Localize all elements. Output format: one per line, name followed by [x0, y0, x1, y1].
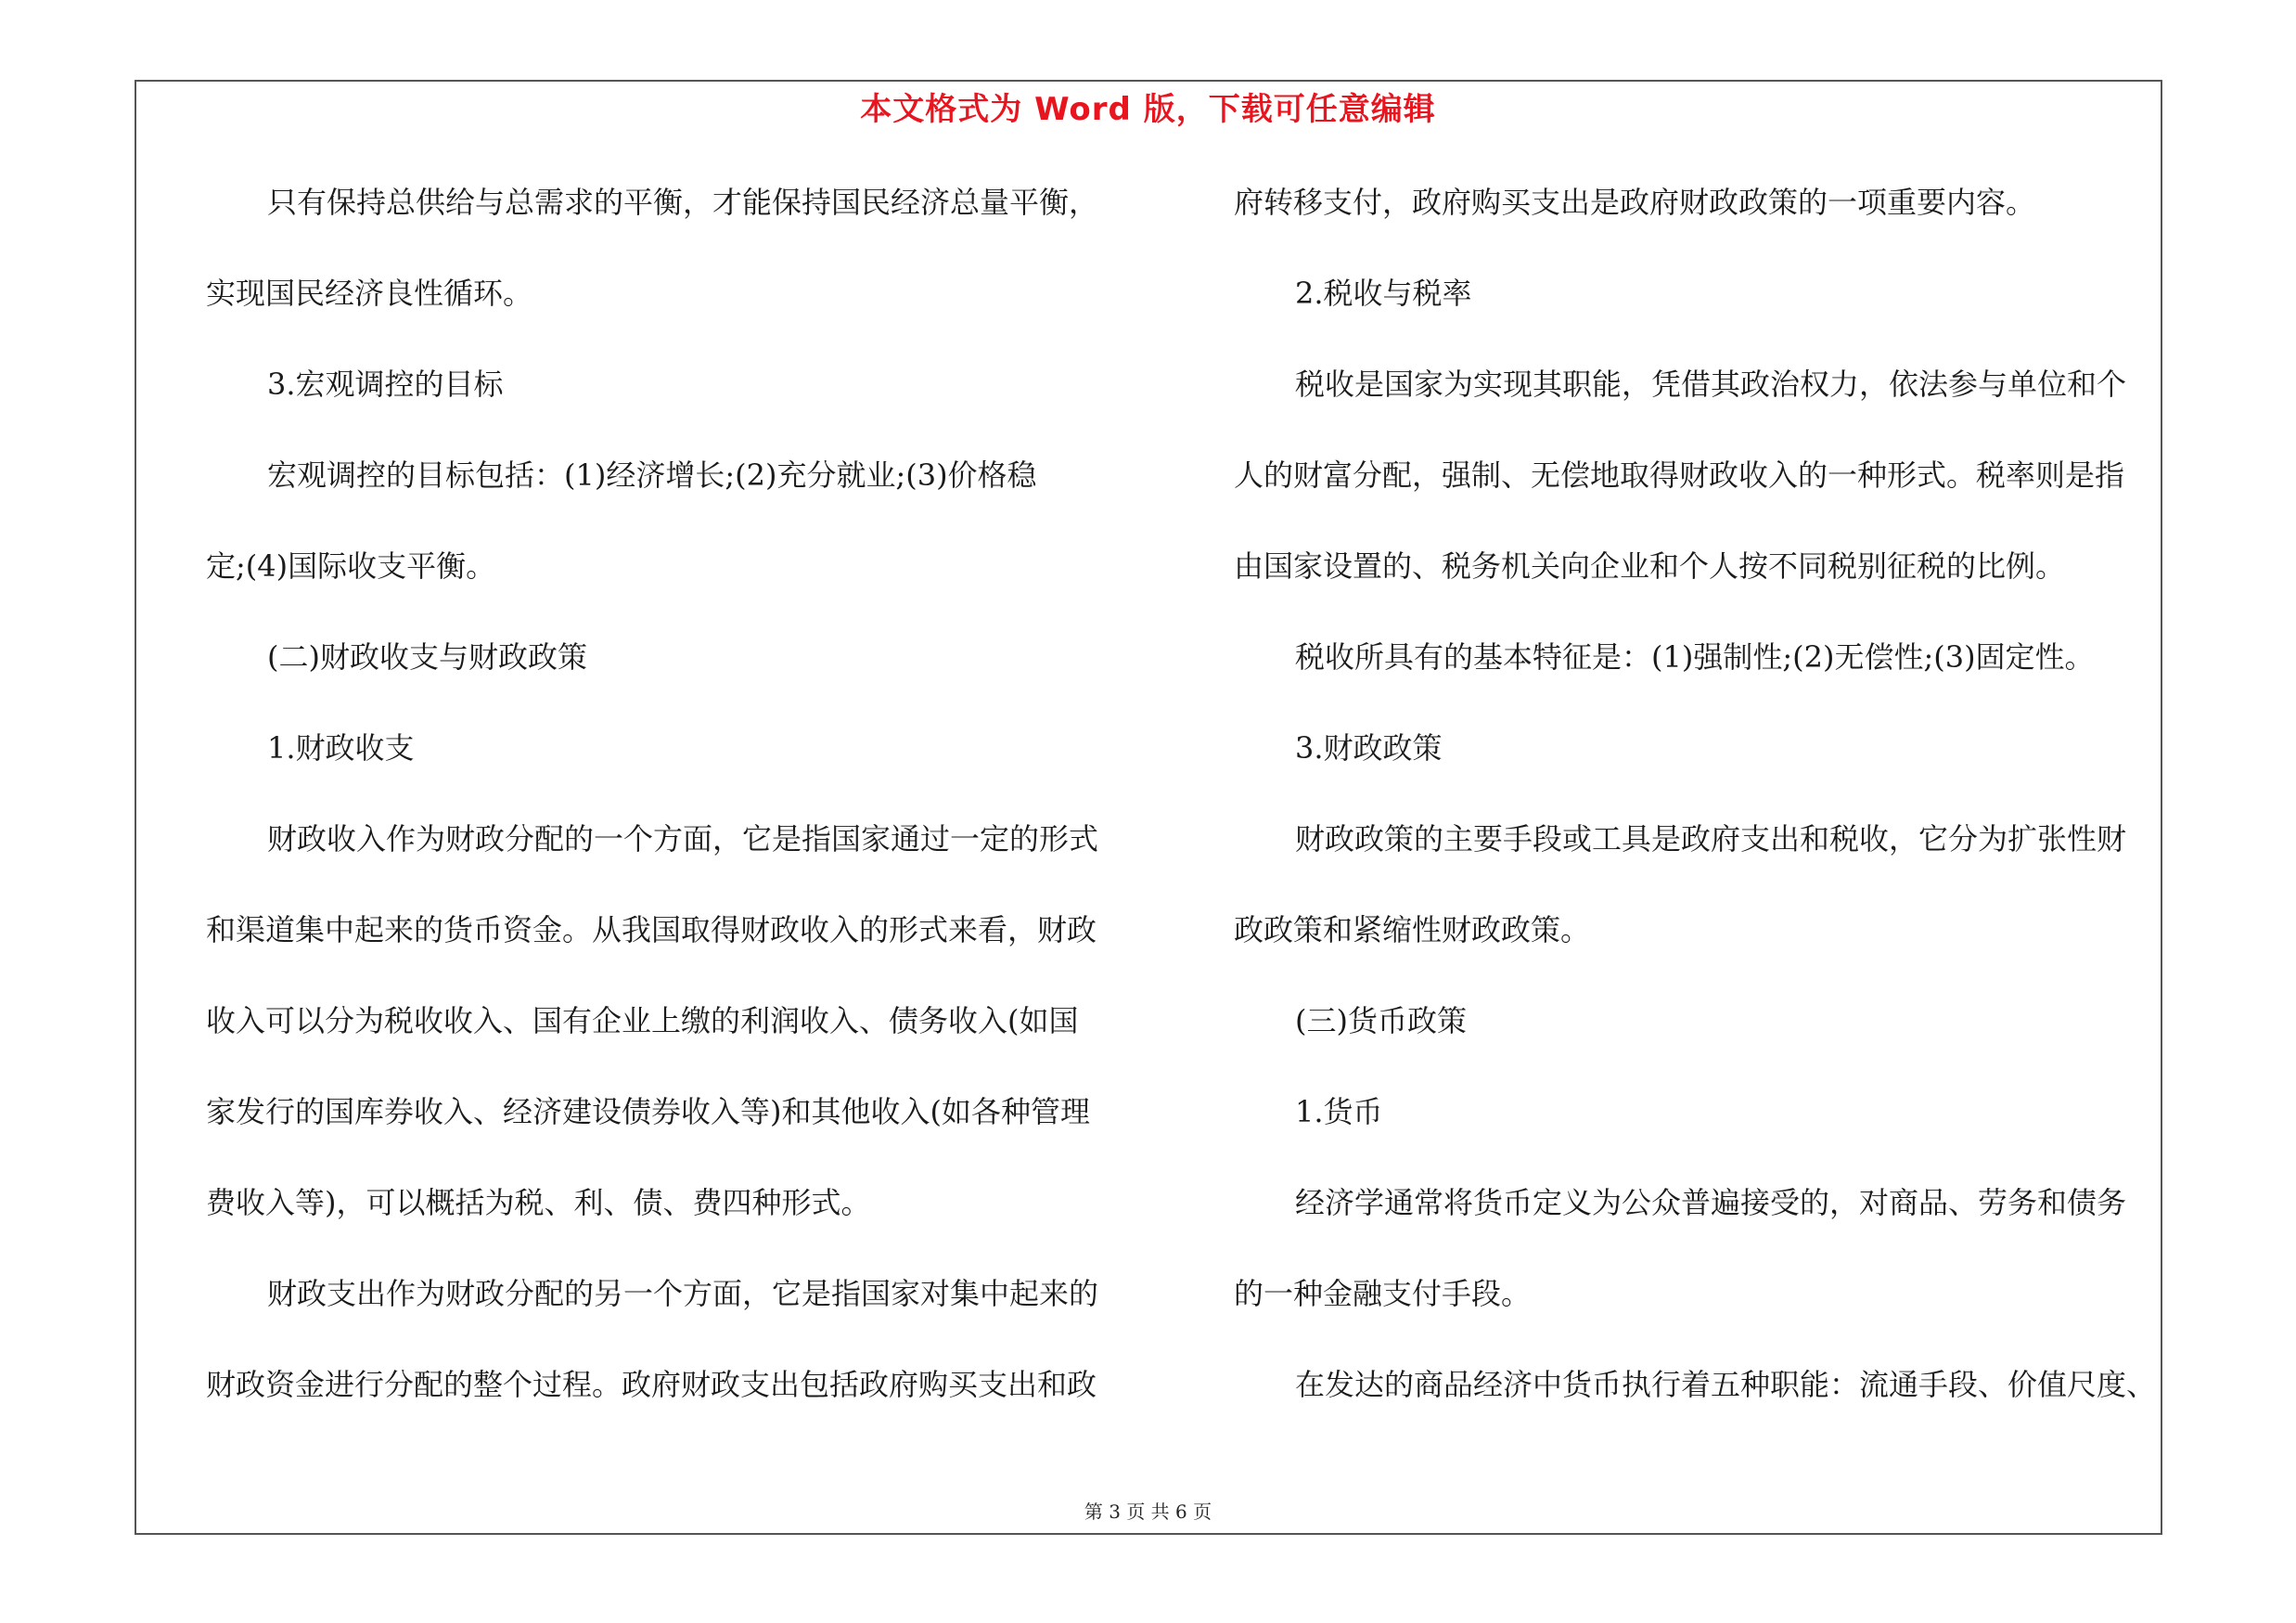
right-line-4: 人的财富分配，强制、无偿地取得财政收入的一种形式。税率则是指	[1234, 457, 2125, 493]
right-line-9: 政政策和紧缩性财政政策。	[1234, 912, 1591, 947]
left-line-1: 只有保持总供给与总需求的平衡，才能保持国民经济总量平衡，	[267, 185, 1099, 220]
right-section-heading: (三)货币政策	[1295, 1003, 1467, 1038]
left-line-13: 财政支出作为财政分配的另一个方面，它是指国家对集中起来的	[267, 1276, 1099, 1311]
left-line-11: 家发行的国库券收入、经济建设债券收入等)和其他收入(如各种管理	[206, 1094, 1090, 1129]
right-line-3: 税收是国家为实现其职能，凭借其政治权力，依法参与单位和个	[1295, 367, 2127, 402]
right-line-1: 府转移支付，政府购买支出是政府财政政策的一项重要内容。	[1234, 185, 2036, 220]
left-line-2: 实现国民经济良性循环。	[206, 276, 533, 311]
page-number-footer: 第 3 页 共 6 页	[1084, 1501, 1212, 1523]
left-line-10: 收入可以分为税收收入、国有企业上缴的利润收入、债务收入(如国	[206, 1003, 1079, 1038]
right-subheading-1: 1.货币	[1295, 1094, 1383, 1129]
right-line-13: 的一种金融支付手段。	[1234, 1276, 1532, 1311]
left-heading-3: 3.宏观调控的目标	[267, 367, 504, 402]
right-line-14: 在发达的商品经济中货币执行着五种职能：流通手段、价值尺度、	[1295, 1367, 2157, 1402]
left-line-12: 费收入等)，可以概括为税、利、债、费四种形式。	[206, 1185, 871, 1220]
right-line-6: 税收所具有的基本特征是：(1)强制性;(2)无偿性;(3)固定性。	[1295, 639, 2095, 675]
left-subheading: 1.财政收支	[267, 730, 415, 766]
left-line-8: 财政收入作为财政分配的一个方面，它是指国家通过一定的形式	[267, 821, 1099, 857]
right-subheading-3: 3.财政政策	[1295, 730, 1443, 766]
word-format-banner: 本文格式为 Word 版，下载可任意编辑	[860, 91, 1436, 128]
left-line-14: 财政资金进行分配的整个过程。政府财政支出包括政府购买支出和政	[206, 1367, 1097, 1402]
right-line-5: 由国家设置的、税务机关向企业和个人按不同税别征税的比例。	[1234, 548, 2066, 584]
left-line-5: 定;(4)国际收支平衡。	[206, 548, 496, 584]
right-line-8: 财政政策的主要手段或工具是政府支出和税收，它分为扩张性财	[1295, 821, 2127, 857]
left-line-4: 宏观调控的目标包括：(1)经济增长;(2)充分就业;(3)价格稳	[267, 457, 1037, 493]
left-line-9: 和渠道集中起来的货币资金。从我国取得财政收入的形式来看，财政	[206, 912, 1097, 947]
left-section-heading: (二)财政收支与财政政策	[267, 639, 587, 675]
right-subheading-2: 2.税收与税率	[1295, 276, 1472, 311]
right-line-12: 经济学通常将货币定义为公众普遍接受的，对商品、劳务和债务	[1295, 1185, 2127, 1220]
